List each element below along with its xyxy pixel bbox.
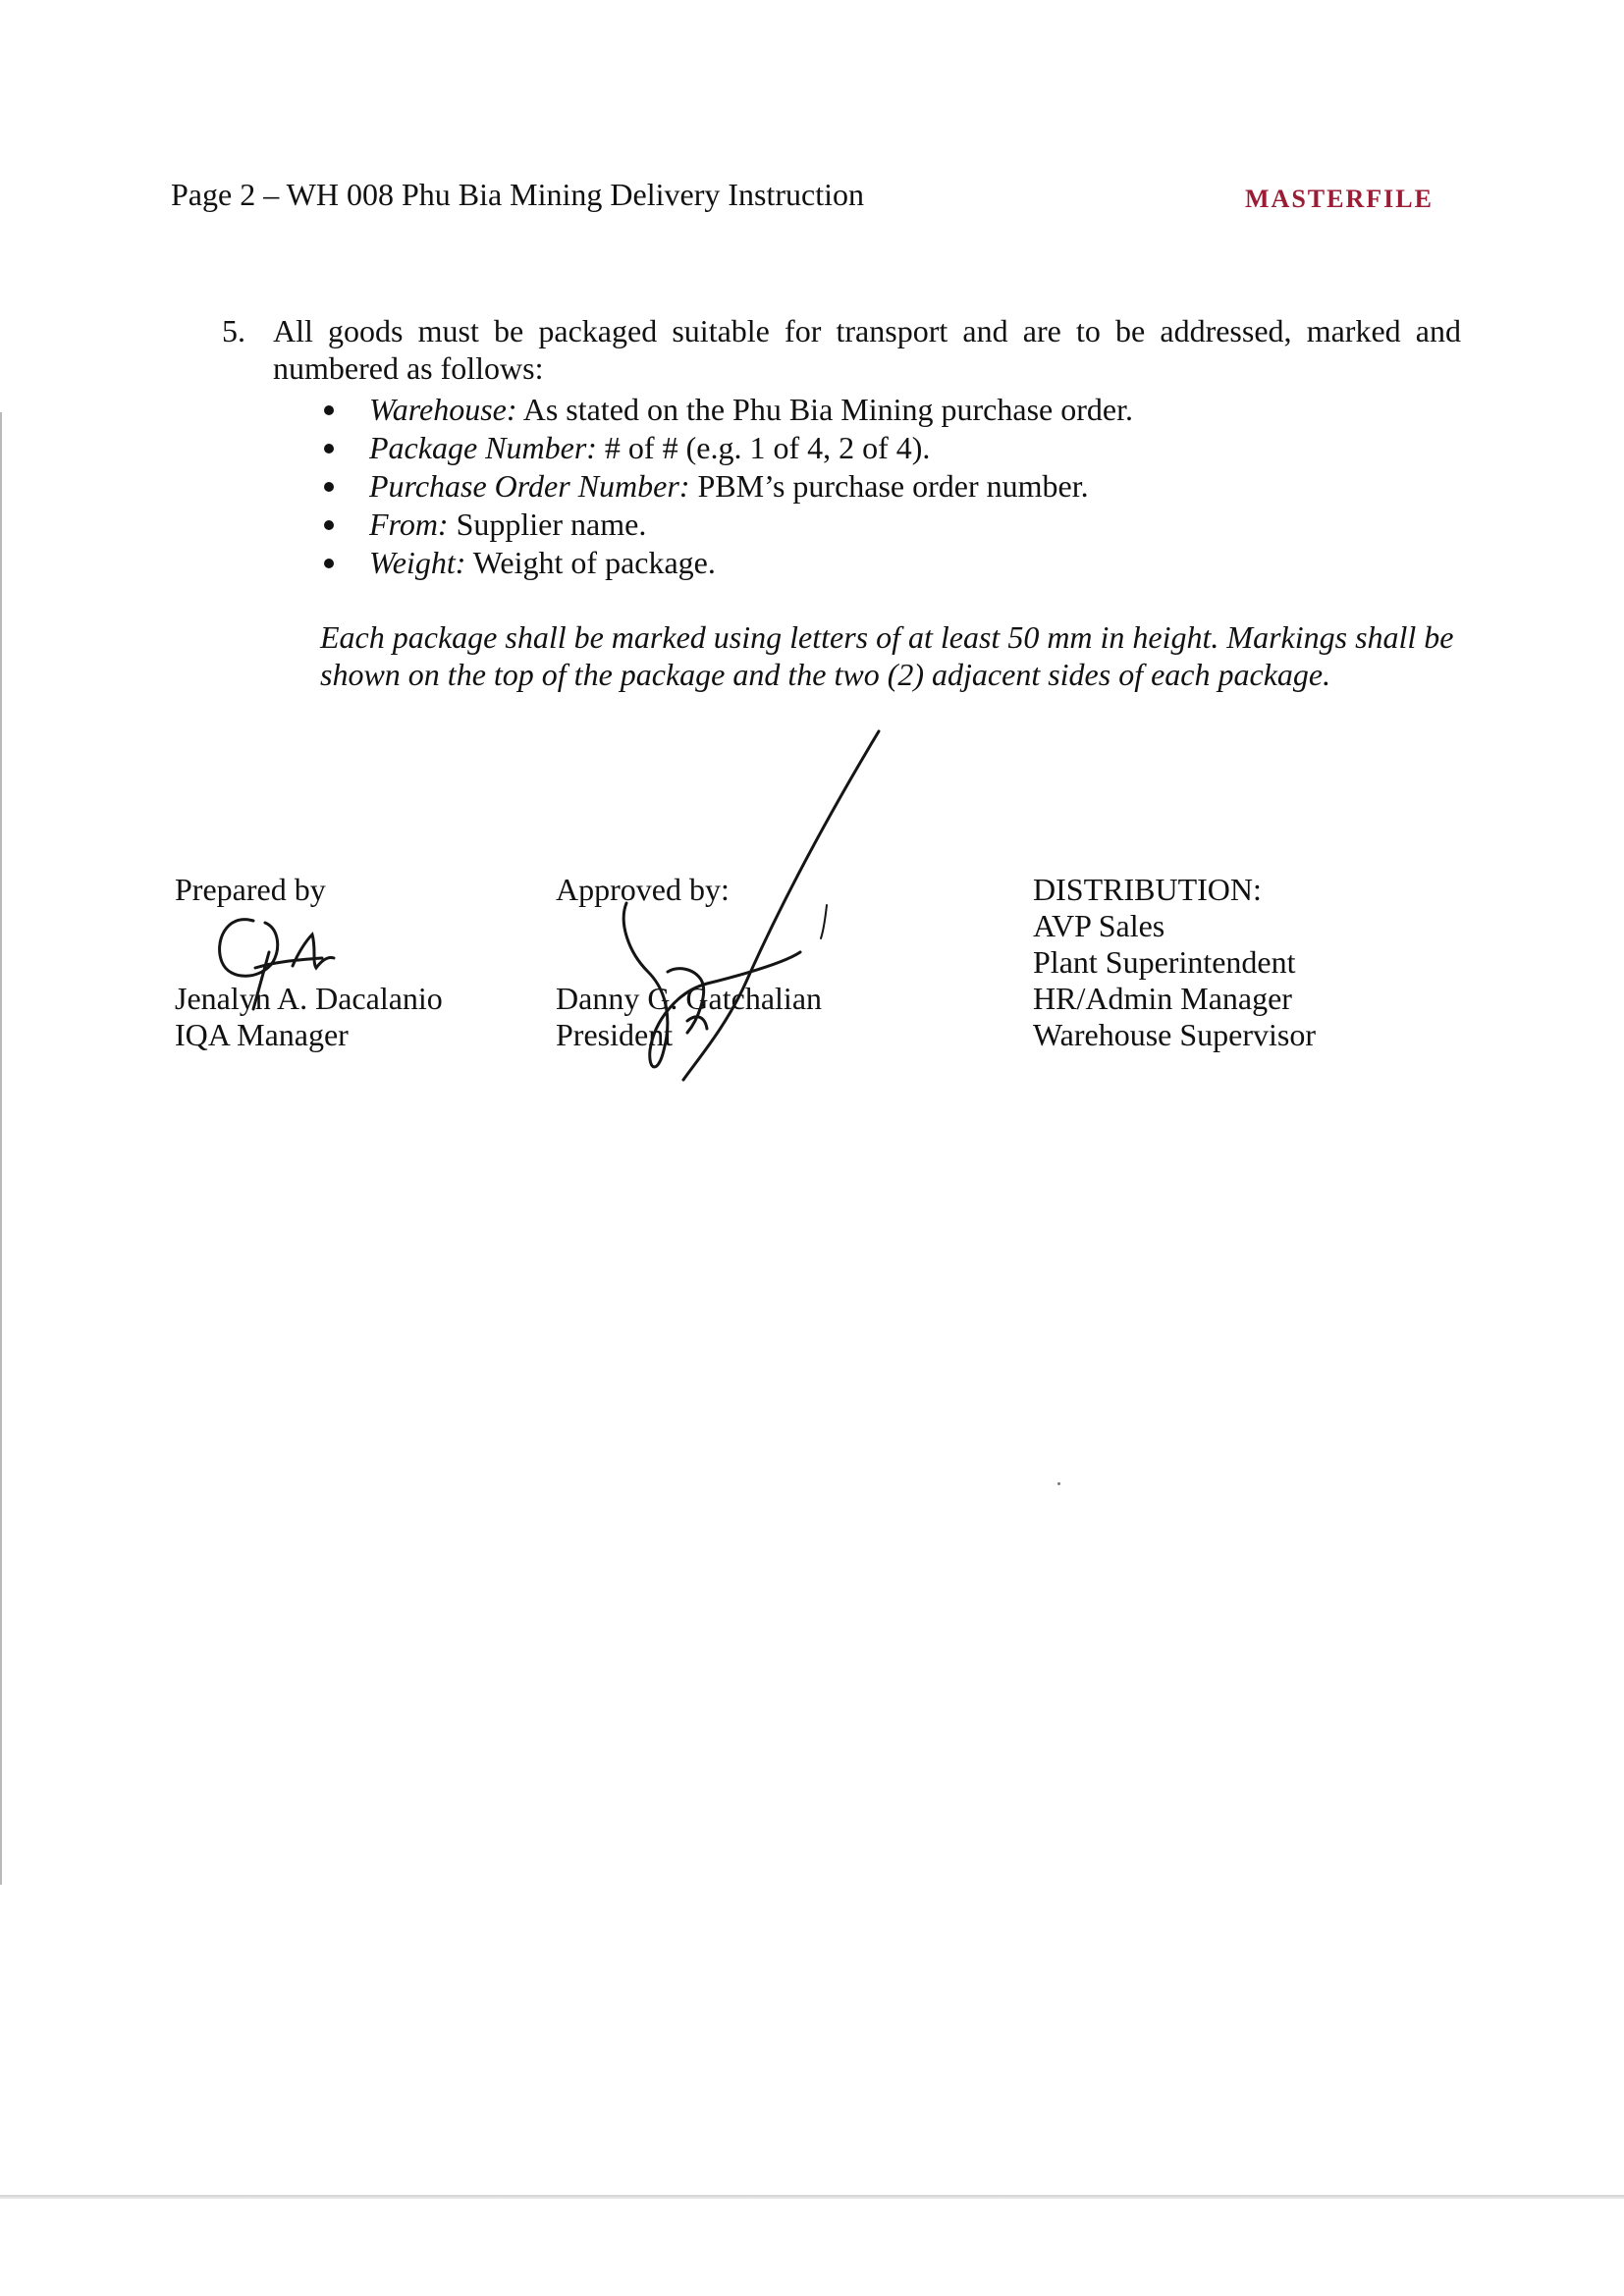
preparer-title: IQA Manager xyxy=(175,1017,349,1052)
list-item-label: Package Number: xyxy=(369,430,597,465)
marking-note: Each package shall be marked using letters of at least 50 mm in height. Markings shall be shown on the top of the package and the two (2) adjacent sides of each package. xyxy=(320,619,1454,692)
preparer-name: Jenalyn A. Dacalanio xyxy=(175,981,443,1016)
distribution-item: Warehouse Supervisor xyxy=(1033,1017,1317,1052)
list-item-text: PBM’s purchase order number. xyxy=(689,468,1089,504)
list-item-label: Purchase Order Number: xyxy=(369,468,690,504)
bullet-icon xyxy=(324,405,334,415)
approved-by-block xyxy=(556,872,822,1053)
prepared-by-block xyxy=(175,872,443,1053)
list-item xyxy=(324,429,1453,467)
scan-edge-left xyxy=(0,412,2,1885)
bullet-icon xyxy=(324,559,334,568)
masterfile-stamp: MASTERFILE xyxy=(1245,185,1434,213)
prepared-by-label: Prepared by xyxy=(175,872,326,907)
item-text: All goods must be packaged suitable for transport and are to be addressed, marked and numbered as follows: xyxy=(273,313,1461,386)
distribution-label: DISTRIBUTION: xyxy=(1033,872,1262,907)
bullet-icon xyxy=(324,444,334,454)
bullet-icon xyxy=(324,482,334,492)
list-item xyxy=(324,467,1453,506)
distribution-item: AVP Sales xyxy=(1033,908,1165,943)
scan-speck xyxy=(1057,1482,1060,1485)
distribution-item: Plant Superintendent xyxy=(1033,944,1296,980)
list-item-text: Weight of package. xyxy=(465,545,716,580)
list-item xyxy=(324,506,1453,544)
list-item-text: Supplier name. xyxy=(448,507,647,542)
list-item-label: Weight: xyxy=(369,545,466,580)
approver-title: President xyxy=(556,1017,674,1052)
list-item xyxy=(324,391,1453,429)
list-item xyxy=(324,544,1453,582)
distribution-block xyxy=(1033,872,1316,1053)
list-item-text: # of # (e.g. 1 of 4, 2 of 4). xyxy=(596,430,931,465)
bullet-icon xyxy=(324,520,334,530)
item-number: 5. xyxy=(222,313,245,348)
approved-by-label: Approved by: xyxy=(556,872,730,907)
distribution-item: HR/Admin Manager xyxy=(1033,981,1292,1016)
page-header-title: Page 2 – WH 008 Phu Bia Mining Delivery Instruction xyxy=(171,177,864,212)
marking-requirements-list xyxy=(324,391,1453,582)
list-item-label: From: xyxy=(369,507,449,542)
list-item-text: As stated on the Phu Bia Mining purchase order. xyxy=(516,392,1133,427)
approver-name: Danny G. Gatchalian xyxy=(556,981,823,1016)
scan-edge-bottom xyxy=(0,2195,1624,2199)
list-item-label: Warehouse: xyxy=(369,392,517,427)
